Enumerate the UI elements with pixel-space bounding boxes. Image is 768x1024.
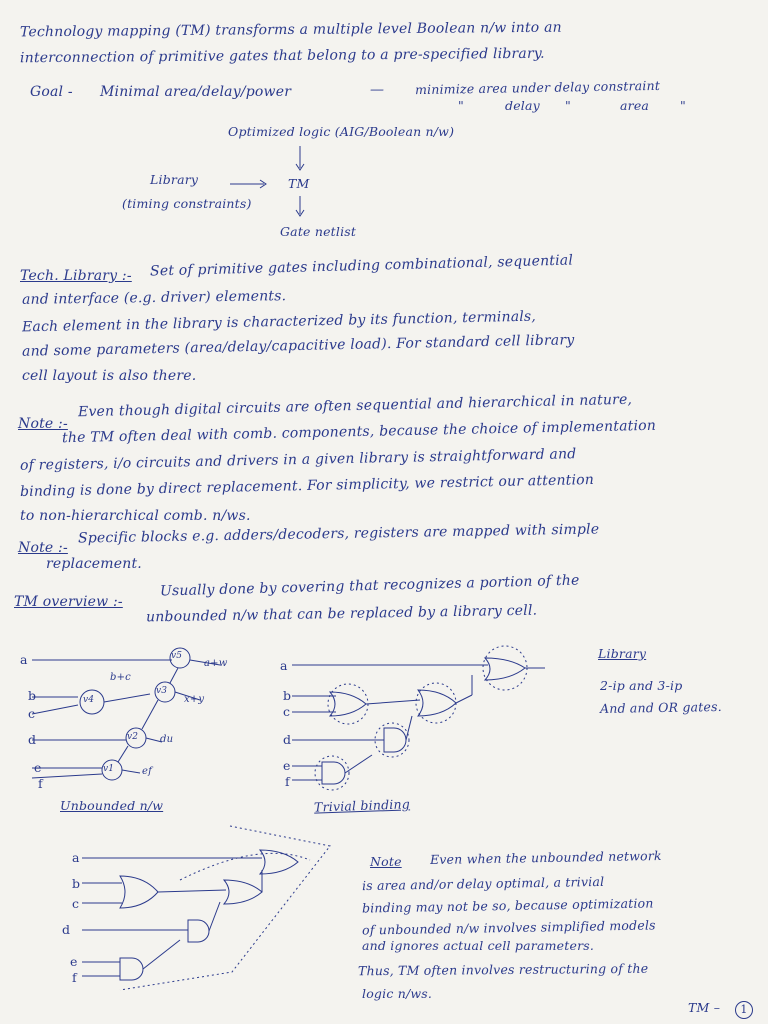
flow-top: Optimized logic (AIG/Boolean n/w) bbox=[228, 124, 455, 139]
goal-dash: — bbox=[370, 82, 385, 98]
unb-label-bc: b+c bbox=[110, 672, 131, 683]
library-line-1: 2-ip and 3-ip bbox=[600, 678, 683, 693]
page-number: 1 bbox=[735, 1001, 753, 1019]
note1-line-5: to non-hierarchical comb. n/ws. bbox=[20, 508, 251, 524]
goal-right-2-q2: " bbox=[565, 98, 571, 113]
goal-right-2-q1: " bbox=[458, 98, 464, 113]
unb-input-f: f bbox=[38, 776, 43, 791]
re-input-c: c bbox=[72, 896, 80, 911]
tech-library-line-3: Each element in the library is characterized by its function, terminals, bbox=[21, 308, 537, 336]
triv-input-d: d bbox=[283, 732, 292, 747]
unb-label-ef: ef bbox=[142, 766, 153, 777]
unb-node-v4-label: v4 bbox=[83, 695, 95, 705]
triv-input-c: c bbox=[283, 704, 291, 719]
re-input-e: e bbox=[70, 954, 78, 969]
unbounded-caption: Unbounded n/w bbox=[60, 798, 164, 813]
note2-line-1: Specific blocks e.g. adders/decoders, registers are mapped with simple bbox=[77, 521, 600, 547]
unb-label-du: du bbox=[160, 734, 174, 745]
library-line-2: And and OR gates. bbox=[599, 698, 722, 717]
goal-text: Minimal area/delay/power bbox=[100, 84, 292, 100]
flow-library-sub: (timing constraints) bbox=[122, 196, 252, 211]
note3-line-3: binding may not be so, because optimization bbox=[361, 895, 654, 916]
note3-line-5: and ignores actual cell parameters. bbox=[362, 938, 595, 953]
triv-input-b: b bbox=[283, 688, 292, 703]
unb-label-xy: x+y bbox=[184, 694, 205, 705]
goal-label: Goal - bbox=[30, 84, 73, 100]
note1-line-2: the TM often deal with comb. components, because the choice of implementation bbox=[61, 417, 657, 447]
intro-line-2: interconnection of primitive gates that belong to a pre-specified library. bbox=[19, 45, 545, 67]
unb-input-e: e bbox=[34, 760, 42, 775]
unb-node-v2-label: v2 bbox=[127, 732, 139, 742]
unb-input-b: b bbox=[28, 688, 37, 703]
note3-line-4: of unbounded n/w involves simplified models bbox=[361, 917, 656, 938]
library-title: Library bbox=[598, 646, 647, 661]
note1-line-3: of registers, i/o circuits and drivers in a given library is straightforward and bbox=[19, 446, 577, 474]
intro-line-1: Technology mapping (TM) transforms a multiple level Boolean n/w into an bbox=[19, 19, 562, 41]
tm-overview-line-1: Usually done by covering that recognizes a portion of the bbox=[159, 572, 580, 600]
tm-overview-line-2: unbounded n/w that can be replaced by a library cell. bbox=[145, 602, 538, 626]
note2-label: Note :- bbox=[18, 540, 68, 556]
goal-right-1: minimize area under delay constraint bbox=[414, 77, 661, 98]
flow-bottom: Gate netlist bbox=[280, 224, 357, 239]
note3-label: Note bbox=[370, 854, 402, 869]
tm-overview-label: TM overview :- bbox=[14, 594, 123, 610]
note3-line-2: is area and/or delay optimal, a trivial bbox=[361, 873, 605, 894]
unb-node-v1-label: v1 bbox=[103, 764, 115, 774]
unb-input-d: d bbox=[28, 732, 37, 747]
goal-right-2-delay: delay bbox=[505, 98, 540, 113]
unb-input-c: c bbox=[28, 706, 36, 721]
re-input-a: a bbox=[72, 850, 80, 865]
unb-node-v3-label: v3 bbox=[156, 686, 168, 696]
triv-input-f: f bbox=[285, 774, 290, 789]
tech-library-line-2: and interface (e.g. driver) elements. bbox=[21, 288, 287, 308]
re-input-d: d bbox=[62, 922, 71, 937]
tech-library-line-1: Set of primitive gates including combinational, sequential bbox=[149, 252, 574, 280]
note1-line-1: Even though digital circuits are often sequential and hierarchical in nature, bbox=[77, 391, 633, 421]
tech-library-line-5: cell layout is also there. bbox=[22, 368, 197, 384]
note3-line-7: logic n/ws. bbox=[362, 986, 433, 1001]
note3-line-6: Thus, TM often involves restructuring of the bbox=[357, 960, 649, 979]
flow-tm: TM bbox=[288, 176, 310, 191]
footer-tag: TM – bbox=[688, 1000, 721, 1015]
re-input-b: b bbox=[72, 876, 81, 891]
note1-line-4: binding is done by direct replacement. For simplicity, we restrict our attention bbox=[19, 471, 595, 501]
triv-input-e: e bbox=[283, 758, 291, 773]
flow-library: Library bbox=[150, 172, 199, 187]
unb-input-a: a bbox=[20, 652, 28, 667]
note2-line-2: replacement. bbox=[46, 556, 142, 572]
unb-label-aw: a+w bbox=[204, 658, 228, 669]
re-input-f: f bbox=[72, 970, 77, 985]
trivial-caption: Trivial binding bbox=[313, 796, 411, 815]
unb-node-v5-label: v5 bbox=[171, 651, 183, 661]
tech-library-line-4: and some parameters (area/delay/capacitive load). For standard cell library bbox=[21, 332, 575, 360]
tech-library-label: Tech. Library :- bbox=[20, 268, 132, 284]
goal-right-2-area: area bbox=[620, 98, 650, 113]
goal-right-2-q3: " bbox=[680, 98, 686, 113]
note3-line-1: Even when the unbounded network bbox=[429, 847, 662, 868]
triv-input-a: a bbox=[280, 658, 288, 673]
note1-label: Note :- bbox=[18, 416, 68, 432]
